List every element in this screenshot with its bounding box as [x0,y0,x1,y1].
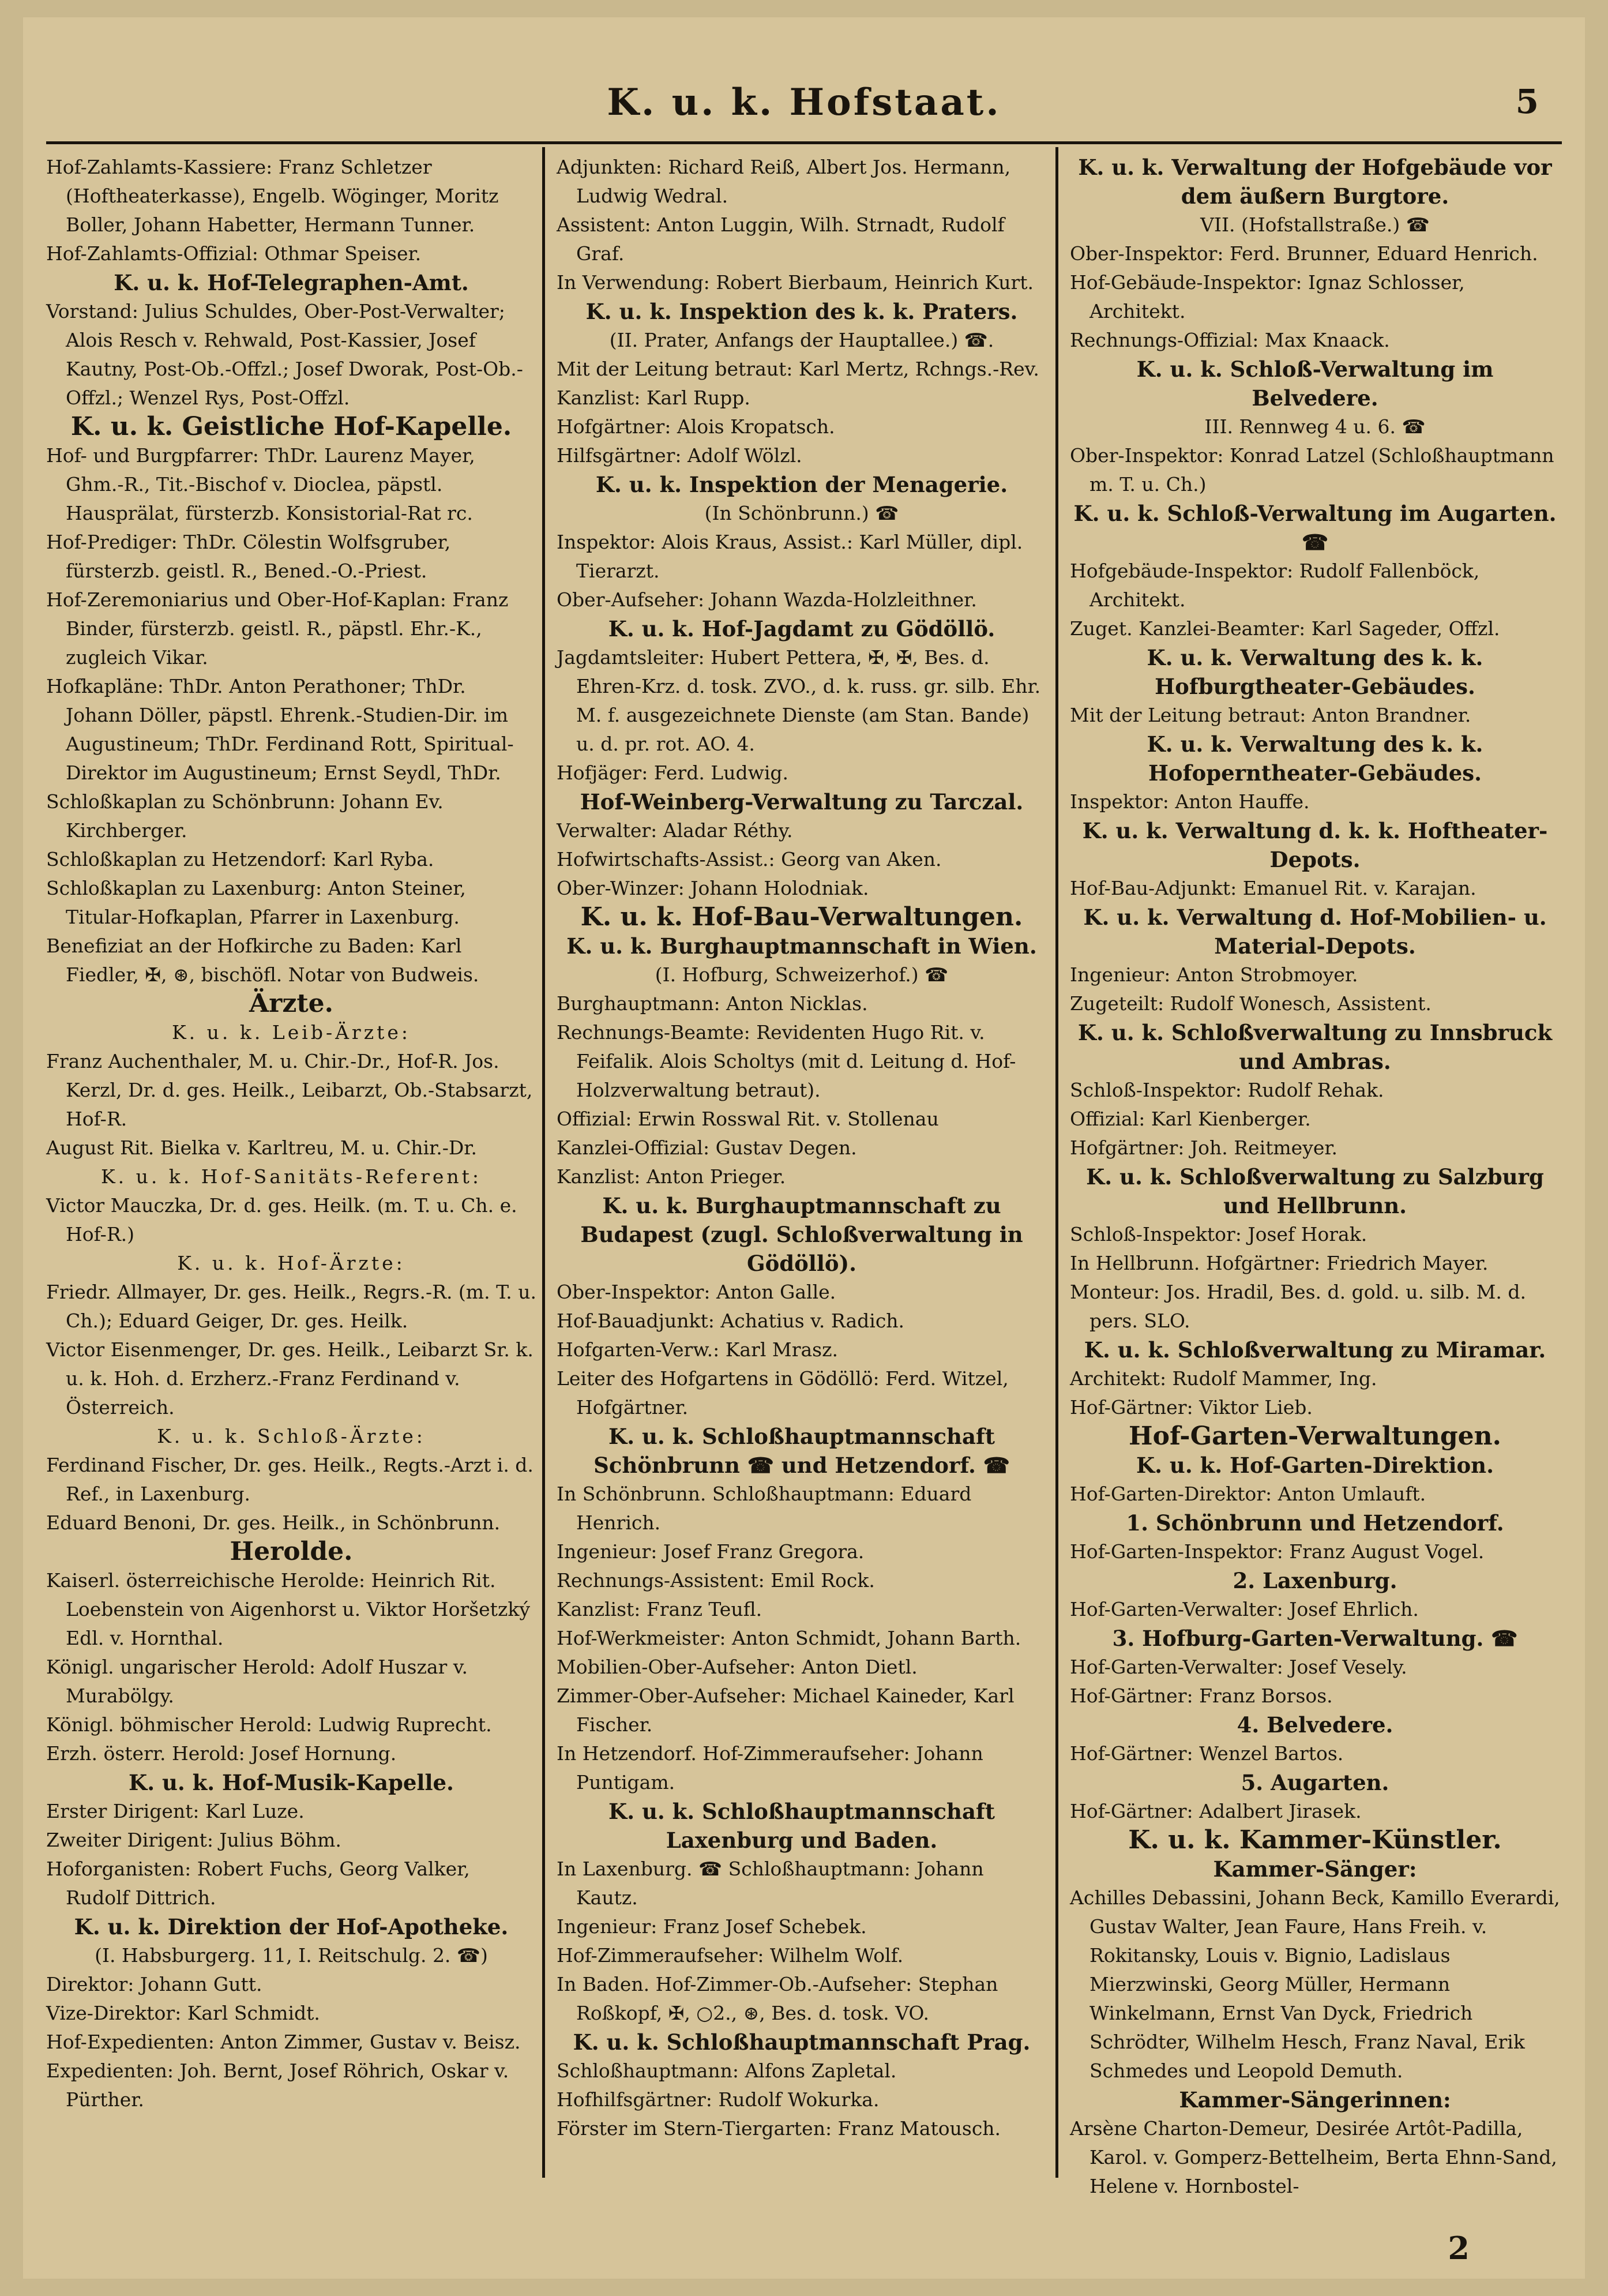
section-heading: K. u. k. Verwaltung d. k. k. Hoftheater-Depots. [1082,818,1548,872]
sub-heading: 3. Hofburg-Garten-Verwaltung. ☎ [1112,1626,1518,1651]
entry: Schloßkaplan zu Laxenburg: Anton Steiner, Titular-Hofkaplan, Pfarrer in Laxenburg. [46,877,466,928]
address: (II. Prater, Anfangs der Hauptallee.) ☎. [609,329,994,351]
entry: Monteur: Jos. Hradil, Bes. d. gold. u. silb. M. d. pers. SLO. [1070,1281,1527,1332]
entry: Hof-Prediger: ThDr. Cölestin Wolfsgruber, fürsterzb. geistl. R., Bened.-O.-Priest. [46,531,451,582]
entry: Jagdamtsleiter: Hubert Pettera, ✠, ✠, Bes. d. Ehren-Krz. d. tosk. ZVO., d. k. russ. gr. silb. Ehr. M. f. ausgezeichnete Dienste (am Stan. Bande) u. d. pr. rot. AO. 4. [557,646,1041,755]
entry: Zimmer-Ober-Aufseher: Michael Kaineder, Karl Fischer. [557,1685,1015,1736]
entry: Ferdinand Fischer, Dr. ges. Heilk., Regts.-Arzt i. d. Ref., in Laxenburg. [46,1454,534,1505]
entry: Rechnungs-Beamte: Revidenten Hugo Rit. v. Feifalik. Alois Scholtys (mit d. Leitung d. Hof-Holzverwaltung betraut). [557,1021,1016,1101]
section-heading: K. u. k. Hof-Jagdamt zu Gödöllö. [608,616,995,641]
entry: Hofhilfsgärtner: Rudolf Wokurka. [557,2088,880,2111]
section-heading: K. u. k. Verwaltung der Hofgebäude vor dem äußern Burgtore. [1078,155,1552,209]
sub-heading: K. u. k. Leib-Ärzte: [171,1021,411,1044]
entry: Hof-Gebäude-Inspektor: Ignaz Schlosser, Architekt. [1070,271,1465,322]
section-heading: K. u. k. Schloßhauptmannschaft Prag. [573,2029,1031,2055]
section-heading: K. u. k. Direktion der Hof-Apotheke. [74,1914,509,1939]
entry: August Rit. Bielka v. Karltreu, M. u. Chir.-Dr. [46,1136,477,1159]
entry: Hofgarten-Verw.: Karl Mrasz. [557,1338,838,1361]
entry: Kaiserl. österreichische Herolde: Heinrich Rit. Loebenstein von Aigenhorst u. Viktor Horšetzký Edl. v. Hornthal. [46,1569,530,1649]
section-heading: K. u. k. Verwaltung des k. k. Hofoperntheater-Gebäudes. [1147,731,1483,786]
entry: Hofgärtner: Joh. Reitmeyer. [1070,1136,1338,1159]
section-heading: Ärzte. [249,989,333,1018]
section-heading: K. u. k. Schloß-Verwaltung im Belvedere. [1136,357,1494,411]
entry: Arsène Charton-Demeur, Desirée Artôt-Padilla, Karol. v. Gomperz-Bettelheim, Berta Ehnn-Sand, Helene v. Hornbostel- [1070,2117,1557,2197]
section-heading: K. u. k. Hof-Garten-Direktion. [1136,1453,1494,1478]
entry: Hof-Gärtner: Adalbert Jirasek. [1070,1800,1362,1822]
section-heading: K. u. k. Schloßhauptmannschaft Laxenburg und Baden. [608,1799,995,1853]
section-heading: K. u. k. Verwaltung des k. k. Hofburgtheater-Gebäudes. [1147,645,1483,699]
entry: Offizial: Karl Kienberger. [1070,1108,1311,1130]
entry: Hof-Bau-Adjunkt: Emanuel Rit. v. Karajan. [1070,877,1476,899]
entry: Rechnungs-Assistent: Emil Rock. [557,1569,875,1592]
directory-page [23,17,1585,2279]
entry: Ober-Inspektor: Ferd. Brunner, Eduard Henrich. [1070,242,1538,265]
entry: Kanzlist: Karl Rupp. [557,387,750,409]
section-heading: K. u. k. Hof-Bau-Verwaltungen. [580,902,1023,932]
entry: Hoforganisten: Robert Fuchs, Georg Valker, Rudolf Dittrich. [46,1858,470,1909]
entry: Hofjäger: Ferd. Ludwig. [557,761,789,784]
entry: Architekt: Rudolf Mammer, Ing. [1070,1367,1377,1390]
entry: Victor Mauczka, Dr. d. ges. Heilk. (m. T. u. Ch. e. Hof-R.) [46,1194,517,1245]
entry: Ober-Aufseher: Johann Wazda-Holzleithner. [557,588,977,611]
entry: Kanzlist: Franz Teufl. [557,1598,762,1620]
sub-heading: K. u. k. Hof-Ärzte: [177,1252,405,1274]
entry: Hof-Garten-Verwalter: Josef Ehrlich. [1070,1598,1419,1620]
entry: Vize-Direktor: Karl Schmidt. [46,2002,320,2024]
page-title: K. u. k. Hofstaat. [607,81,1001,124]
entry: Burghauptmann: Anton Nicklas. [557,992,868,1015]
section-heading: K. u. k. Schloßhauptmannschaft Schönbrunn ☎ und Hetzendorf. ☎ [593,1424,1010,1478]
entry: Förster im Stern-Tiergarten: Franz Matousch. [557,2117,1001,2140]
signature-mark: 2 [1448,2230,1470,2267]
sub-heading: K. u. k. Schloß-Ärzte: [157,1425,426,1447]
entry: Hofkapläne: ThDr. Anton Perathoner; ThDr. Johann Döller, päpstl. Ehrenk.-Studien-Dir. im Augustineum; ThDr. Ferdinand Rott, Spiritual-Direktor im Augustineum; Ernst Seydl, ThDr. [46,675,514,784]
entry: Hof-Werkmeister: Anton Schmidt, Johann Barth. [557,1627,1021,1649]
entry: Ober-Inspektor: Konrad Latzel (Schloßhauptmann m. T. u. Ch.) [1070,444,1554,496]
entry: Mobilien-Ober-Aufseher: Anton Dietl. [557,1656,918,1678]
entry: In Schönbrunn. Schloßhauptmann: Eduard Henrich. [557,1483,972,1534]
entry: Franz Auchenthaler, M. u. Chir.-Dr., Hof-R. Jos. Kerzl, Dr. d. ges. Heilk., Leibarzt, Ob.-Stabsarzt, Hof-R. [46,1050,533,1130]
address: (In Schönbrunn.) ☎ [704,502,899,524]
sub-heading: 4. Belvedere. [1237,1712,1393,1738]
entry: Hof-Garten-Inspektor: Franz August Vogel. [1070,1540,1485,1563]
entry: Rechnungs-Offizial: Max Knaack. [1070,329,1390,351]
entry: Hof-Gärtner: Viktor Lieb. [1070,1396,1313,1419]
sub-heading: 2. Laxenburg. [1233,1568,1397,1593]
entry: Benefiziat an der Hofkirche zu Baden: Karl Fiedler, ✠, ⊛, bischöfl. Notar von Budweis. [46,935,479,986]
section-heading: K. u. k. Schloß-Verwaltung im Augarten. ☎ [1073,501,1557,555]
section-heading: K. u. k. Hof-Telegraphen-Amt. [114,270,469,295]
entry: Zweiter Dirigent: Julius Böhm. [46,1829,341,1851]
section-heading: K. u. k. Schloßverwaltung zu Innsbruck und Ambras. [1077,1020,1553,1074]
entry: Königl. böhmischer Herold: Ludwig Ruprecht. [46,1713,492,1736]
entry: Leiter des Hofgartens in Gödöllö: Ferd. Witzel, Hofgärtner. [557,1367,1009,1419]
section-heading: Herolde. [230,1537,353,1566]
entry: Hilfsgärtner: Adolf Wölzl. [557,444,802,467]
entry: Hofgärtner: Alois Kropatsch. [557,415,835,438]
entry: Assistent: Anton Luggin, Wilh. Strnadt, Rudolf Graf. [557,213,1005,265]
entry: Schloßkaplan zu Hetzendorf: Karl Ryba. [46,848,434,871]
section-heading: K. u. k. Burghauptmannschaft in Wien. [566,933,1037,959]
entry: Schloß-Inspektor: Josef Horak. [1070,1223,1367,1245]
address: VII. (Hofstallstraße.) ☎ [1200,213,1430,236]
entry: Eduard Benoni, Dr. ges. Heilk., in Schönbrunn. [46,1511,501,1534]
header-rule [46,141,1562,144]
entry: Erster Dirigent: Karl Luze. [46,1800,305,1822]
entry: In Hellbrunn. Hofgärtner: Friedrich Mayer. [1070,1252,1489,1274]
entry: Hof-Garten-Verwalter: Josef Vesely. [1070,1656,1407,1678]
entry: Hofgebäude-Inspektor: Rudolf Fallenböck, Architekt. [1070,560,1480,611]
entry: Hof-Zahlamts-Offizial: Othmar Speiser. [46,242,422,265]
entry: Hof-Garten-Direktor: Anton Umlauft. [1070,1483,1426,1505]
column-rule-1 [542,147,545,2178]
entry: Hof-Gärtner: Franz Borsos. [1070,1685,1333,1707]
entry: Ober-Winzer: Johann Holodniak. [557,877,869,899]
entry: Verwalter: Aladar Réthy. [557,819,793,842]
entry: Schloßhauptmann: Alfons Zapletal. [557,2059,897,2082]
section-heading: K. u. k. Schloßverwaltung zu Miramar. [1084,1337,1546,1363]
entry: In Verwendung: Robert Bierbaum, Heinrich Kurt. [557,271,1034,294]
sub-heading: 1. Schönbrunn und Hetzendorf. [1126,1510,1504,1536]
entry: Mit der Leitung betraut: Karl Mertz, Rchngs.-Rev. [557,358,1039,380]
entry: Friedr. Allmayer, Dr. ges. Heilk., Regrs.-R. (m. T. u. Ch.); Eduard Geiger, Dr. ges. Heilk. [46,1281,536,1332]
entry: In Hetzendorf. Hof-Zimmeraufseher: Johann Puntigam. [557,1742,983,1794]
section-heading: K. u. k. Kammer-Künstler. [1128,1825,1502,1855]
entry: Offizial: Erwin Rosswal Rit. v. Stollenau [557,1108,939,1130]
entry: Königl. ungarischer Herold: Adolf Huszar v. Murabölgy. [46,1656,468,1707]
column-rule-2 [1055,147,1058,2178]
section-heading: K. u. k. Schloßverwaltung zu Salzburg und Hellbrunn. [1086,1164,1544,1218]
column-1 [46,153,536,2178]
entry: Zugeteilt: Rudolf Wonesch, Assistent. [1070,992,1432,1015]
section-heading: K. u. k. Hof-Musik-Kapelle. [129,1770,454,1795]
sub-heading: Kammer-Sängerinnen: [1179,2087,1451,2113]
entry: Hof-Bauadjunkt: Achatius v. Radich. [557,1310,905,1332]
entry: Hof-Zeremoniarius und Ober-Hof-Kaplan: Franz Binder, fürsterzb. geistl. R., päpstl. Ehr.-K., zugleich Vikar. [46,588,509,669]
entry: Hof-Expedienten: Anton Zimmer, Gustav v. Beisz. [46,2031,521,2053]
entry: Schloß-Inspektor: Rudolf Rehak. [1070,1079,1384,1101]
column-3 [1070,153,1560,2197]
entry: In Baden. Hof-Zimmer-Ob.-Aufseher: Stephan Roßkopf, ✠, ○2., ⊛, Bes. d. tosk. VO. [557,1973,998,2024]
entry: Zuget. Kanzlei-Beamter: Karl Sageder, Offzl. [1070,617,1500,640]
entry: Direktor: Johann Gutt. [46,1973,262,1995]
entry: Adjunkten: Richard Reiß, Albert Jos. Hermann, Ludwig Wedral. [557,156,1011,207]
sub-heading: 5. Augarten. [1241,1770,1389,1795]
section-heading: K. u. k. Burghauptmannschaft zu Budapest (zugl. Schloßverwaltung in Gödöllö). [580,1193,1023,1276]
entry: Ingenieur: Franz Josef Schebek. [557,1915,867,1938]
section-heading: Hof-Garten-Verwaltungen. [1129,1421,1501,1451]
entry: In Laxenburg. ☎ Schloßhauptmann: Johann Kautz. [557,1858,984,1909]
section-heading: K. u. k. Geistliche Hof-Kapelle. [70,412,512,441]
entry: Hof-Zahlamts-Kassiere: Franz Schletzer (Hoftheaterkasse), Engelb. Wöginger, Moritz Boller, Johann Habetter, Hermann Tunner. [46,156,499,236]
entry: Erzh. österr. Herold: Josef Hornung. [46,1742,397,1765]
page-number: 5 [1515,82,1539,121]
entry: Expedienten: Joh. Bernt, Josef Röhrich, Oskar v. Pürther. [46,2059,509,2111]
entry: Inspektor: Alois Kraus, Assist.: Karl Müller, dipl. Tierarzt. [557,531,1023,582]
section-heading: Hof-Weinberg-Verwaltung zu Tarczal. [580,789,1024,815]
entry: Ober-Inspektor: Anton Galle. [557,1281,836,1303]
entry: Hofwirtschafts-Assist.: Georg van Aken. [557,848,942,871]
entry: Achilles Debassini, Johann Beck, Kamillo Everardi, Gustav Walter, Jean Faure, Hans Freih. v. Rokitansky, Louis v. Bignio, Ladislaus Mierzwinski, Georg Müller, Hermann Winkelmann, Ernst Van Dyck, Friedrich Schrödter, Wilhelm Hesch, Franz Naval, Erik Schmedes und Leopold Demuth. [1070,1886,1560,2082]
sub-heading: K. u. k. Hof-Sanitäts-Referent: [100,1165,482,1188]
entry: Ingenieur: Anton Strobmoyer. [1070,963,1358,986]
address: (I. Habsburgerg. 11, I. Reitschulg. 2. ☎) [95,1944,488,1967]
entry: Vorstand: Julius Schuldes, Ober-Post-Verwalter; Alois Resch v. Rehwald, Post-Kassier, Josef Kautny, Post-Ob.-Offzl.; Josef Dworak, Post-Ob.-Offzl.; Wenzel Rys, Post-Offzl. [46,300,523,409]
entry: Ingenieur: Josef Franz Gregora. [557,1540,865,1563]
entry: Hof-Zimmeraufseher: Wilhelm Wolf. [557,1944,904,1967]
section-heading: K. u. k. Inspektion der Menagerie. [595,472,1008,497]
entry: Mit der Leitung betraut: Anton Brandner. [1070,704,1471,726]
entry: Hof-Gärtner: Wenzel Bartos. [1070,1742,1344,1765]
entry: Kanzlist: Anton Prieger. [557,1165,786,1188]
column-2 [557,153,1047,2178]
entry: Victor Eisenmenger, Dr. ges. Heilk., Leibarzt Sr. k. u. k. Hoh. d. Erzherz.-Franz Ferdinand v. Österreich. [46,1338,534,1419]
entry: Kanzlei-Offizial: Gustav Degen. [557,1136,857,1159]
section-heading: K. u. k. Inspektion des k. k. Praters. [585,299,1018,324]
entry: Schloßkaplan zu Schönbrunn: Johann Ev. Kirchberger. [46,790,444,842]
address: (I. Hofburg, Schweizerhof.) ☎ [655,963,949,986]
entry: Hof- und Burgpfarrer: ThDr. Laurenz Mayer, Ghm.-R., Tit.-Bischof v. Dioclea, päpstl. Hausprälat, fürsterzb. Konsistorial-Rat rc. [46,444,475,524]
sub-heading: Kammer-Sänger: [1213,1856,1417,1882]
address: III. Rennweg 4 u. 6. ☎ [1204,415,1426,438]
entry: Inspektor: Anton Hauffe. [1070,790,1310,813]
section-heading: K. u. k. Verwaltung d. Hof-Mobilien- u. Material-Depots. [1083,905,1547,959]
